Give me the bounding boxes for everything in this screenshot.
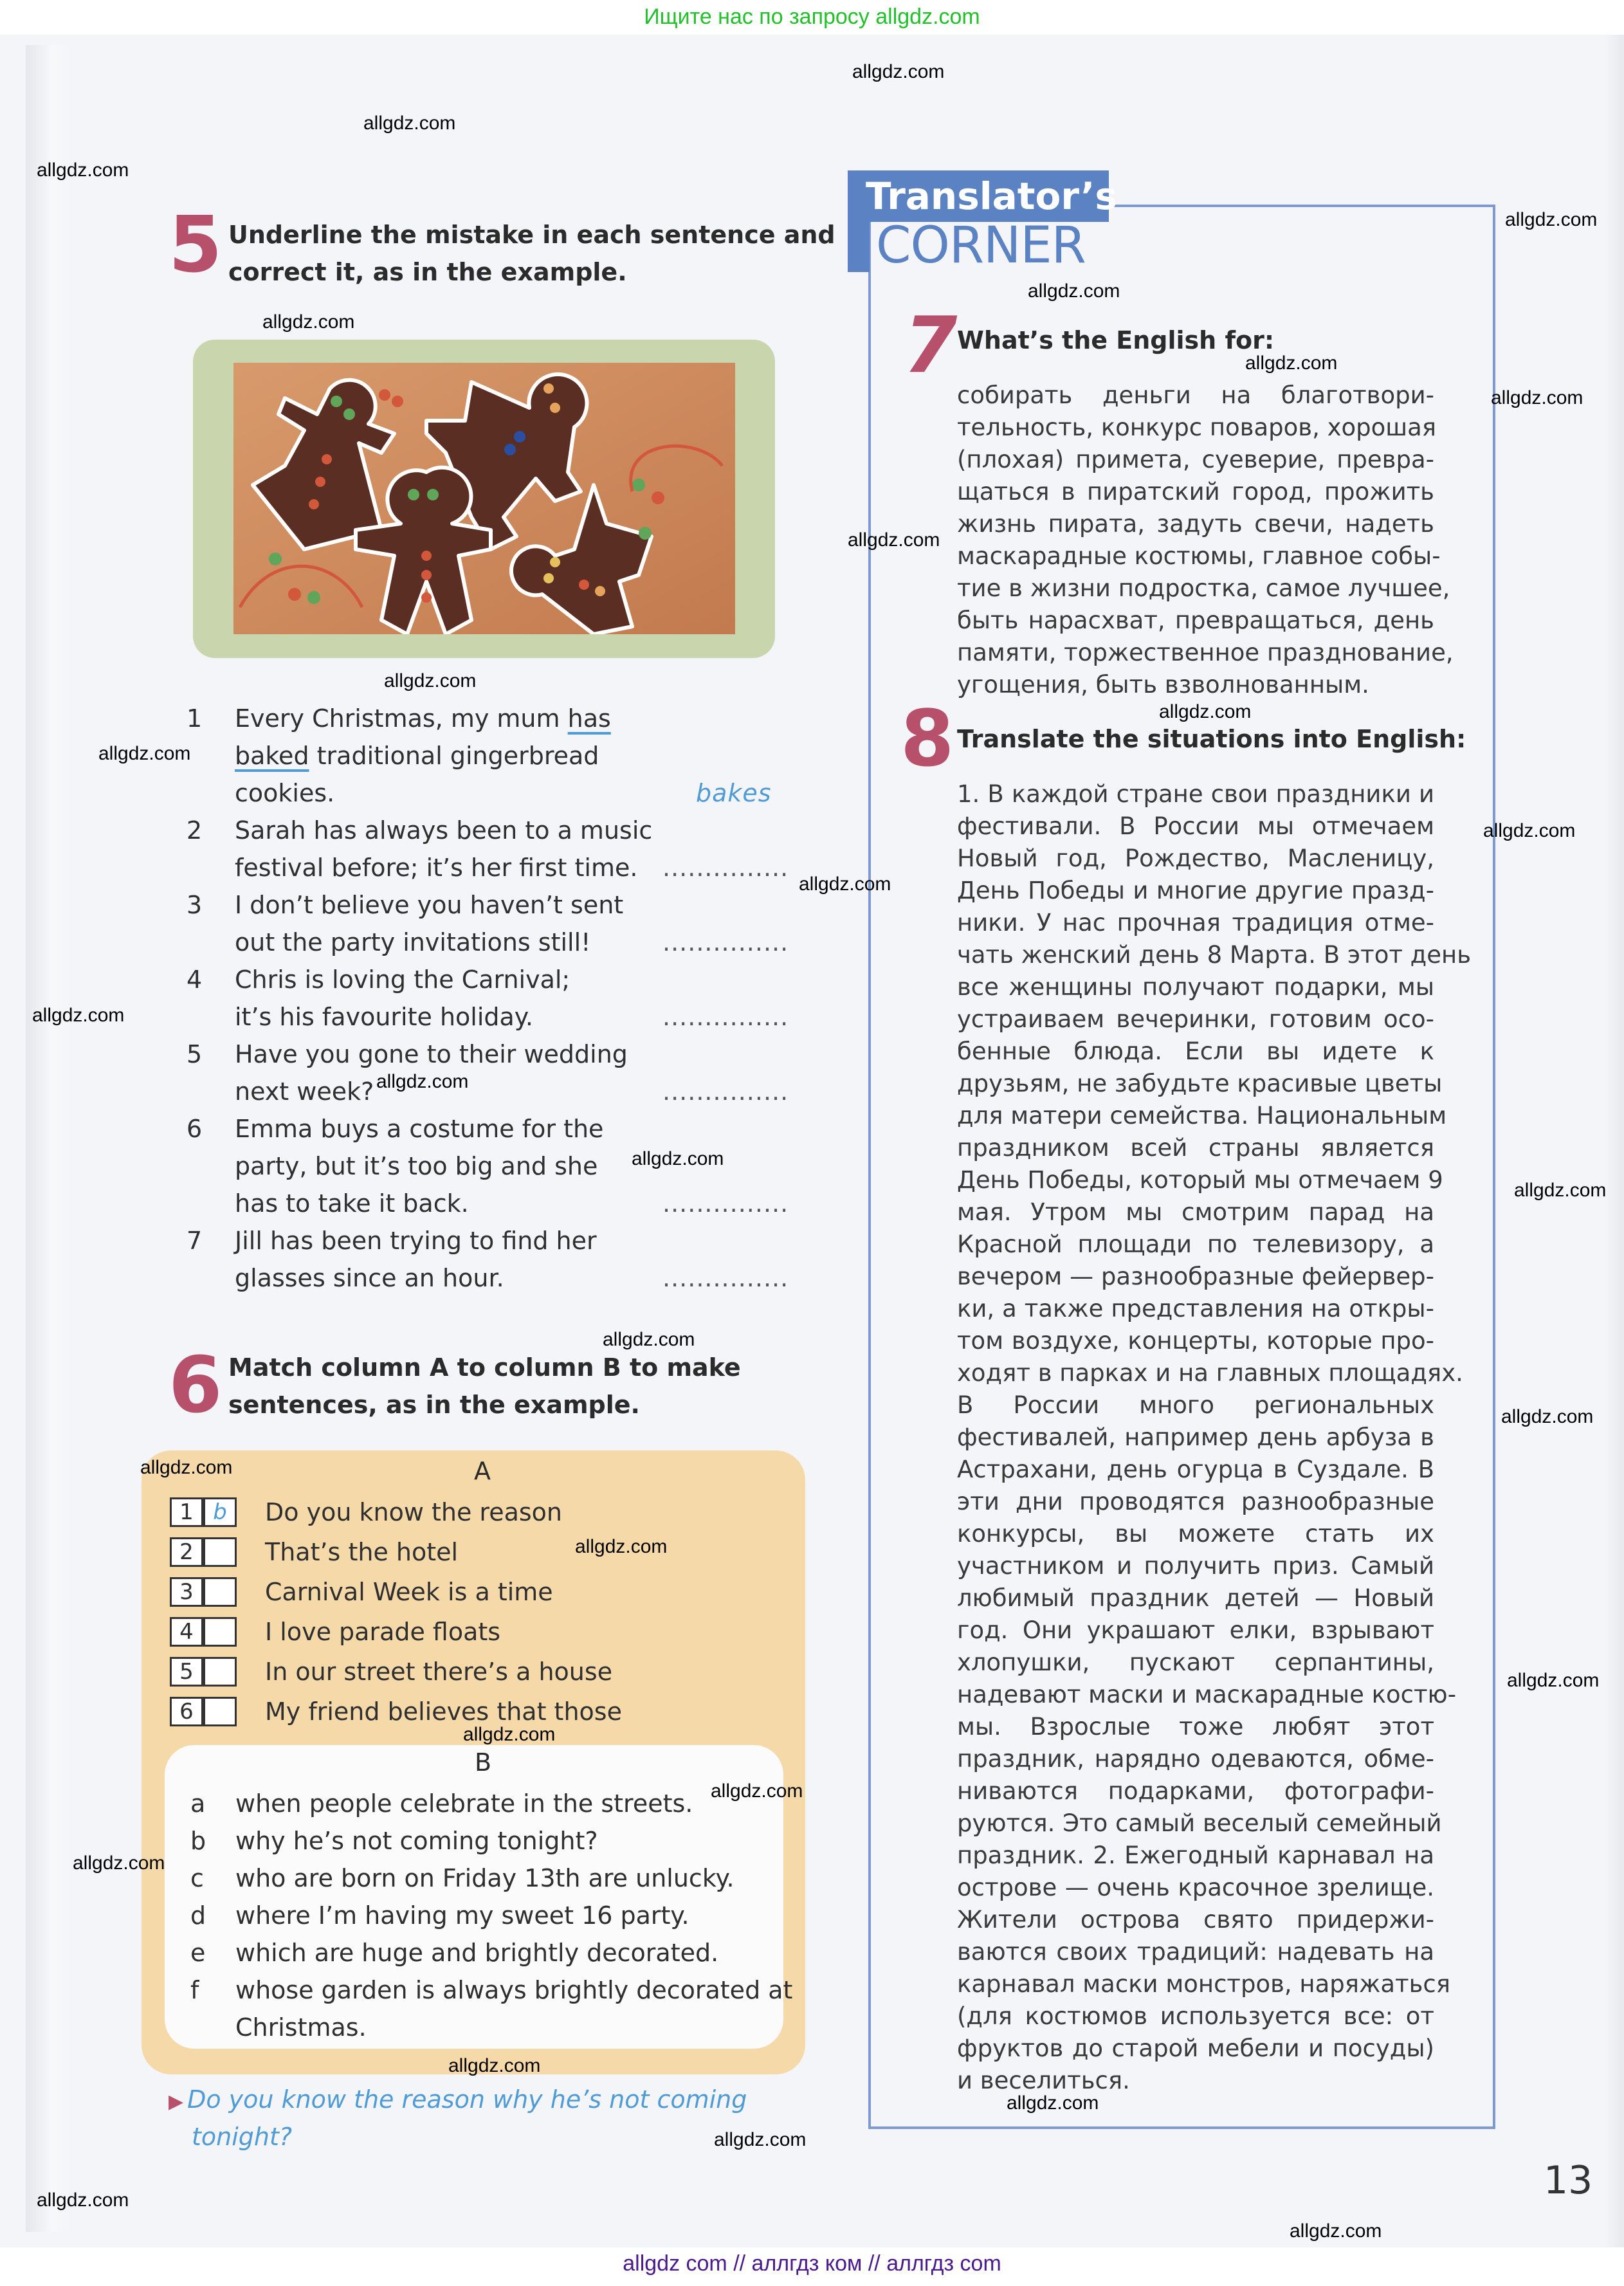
watermark[interactable]: allgdz.com xyxy=(799,873,891,895)
watermark[interactable]: allgdz.com xyxy=(603,1329,695,1350)
text-line: мы. Взрослые тоже любят этот xyxy=(957,1713,1434,1741)
item-number: 1 xyxy=(187,704,203,733)
item-text: Every Christmas, my mum has xyxy=(235,704,611,733)
answer-example: bakes xyxy=(696,779,772,807)
column-b-heading: B xyxy=(475,1748,492,1777)
corner-subtitle: CORNER xyxy=(876,217,1086,275)
text-line: руются. Это самый веселый семейный xyxy=(957,1809,1442,1837)
text-line: острове — очень красочное зрелище. xyxy=(957,1874,1434,1901)
watermark[interactable]: allgdz.com xyxy=(632,1148,724,1169)
watermark[interactable]: allgdz.com xyxy=(376,1071,469,1092)
translators-corner-title: Translator’s xyxy=(848,170,1109,222)
instruction-line: correct it, as in the example. xyxy=(228,258,627,286)
watermark[interactable]: allgdz.com xyxy=(848,529,940,551)
text-line: ниваются подарками, фотографи- xyxy=(957,1777,1434,1805)
exercise-5-number: 5 xyxy=(169,201,223,290)
row-letter: b xyxy=(190,1827,206,1855)
match-answer-box[interactable] xyxy=(203,1657,237,1687)
corner-title-bar xyxy=(848,222,870,272)
text-line: тельность, конкурс поваров, хорошая xyxy=(957,414,1437,441)
row-letter: d xyxy=(190,1901,206,1930)
column-a-heading: A xyxy=(474,1457,491,1485)
text-line: фруктов до старой мебели и посуды) xyxy=(957,2035,1434,2062)
item-text: cookies. xyxy=(235,779,335,807)
text-line: эти дни проводятся разнообразные xyxy=(957,1488,1434,1515)
column-a-text: Do you know the reason xyxy=(265,1498,563,1526)
row-number: 4 xyxy=(170,1617,203,1647)
watermark[interactable]: allgdz.com xyxy=(463,1724,556,1745)
column-a-text: I love parade floats xyxy=(265,1618,501,1646)
text-line: (плохая) примета, суеверие, превра- xyxy=(957,446,1434,473)
text-line: ходят в парках и на главных площадях. xyxy=(957,1359,1463,1387)
answer-blank[interactable]: ............... xyxy=(662,1077,789,1106)
watermark[interactable]: allgdz.com xyxy=(1514,1180,1607,1201)
text-line: для матери семейства. Национальным xyxy=(957,1102,1447,1129)
item-text: has to take it back. xyxy=(235,1189,469,1218)
watermark[interactable]: allgdz.com xyxy=(384,670,477,691)
page-edge-shadow xyxy=(1605,35,1624,2247)
text-line: День Победы, который мы отмечаем 9 xyxy=(957,1166,1443,1194)
item-number: 5 xyxy=(187,1040,203,1068)
text-line: любимый праздник детей — Новый xyxy=(957,1584,1434,1612)
exercise-8-number: 8 xyxy=(900,695,954,784)
text-line: чать женский день 8 Марта. В этот день xyxy=(957,941,1472,969)
item-text: baked traditional gingerbread xyxy=(235,742,599,770)
text-line: День Победы и многие другие празд- xyxy=(957,877,1434,904)
item-text: glasses since an hour. xyxy=(235,1264,504,1292)
page-spine-shadow xyxy=(26,45,71,2232)
row-number: 6 xyxy=(170,1697,203,1726)
answer-blank[interactable]: ............... xyxy=(662,928,789,956)
column-b-text: where I’m having my sweet 16 party. xyxy=(235,1901,689,1930)
text-line: ки, а также представления на откры- xyxy=(957,1295,1434,1322)
watermark[interactable]: allgdz.com xyxy=(140,1457,233,1478)
text-line: друзьям, не забудьте красивые цветы xyxy=(957,1070,1443,1097)
watermark[interactable]: allgdz.com xyxy=(852,61,945,82)
text-line: праздником всей страны является xyxy=(957,1134,1434,1162)
text-line: памяти, торжественное празднование, xyxy=(957,639,1454,666)
watermark[interactable]: allgdz.com xyxy=(98,743,191,764)
column-a-text: My friend believes that those xyxy=(265,1697,622,1726)
item-text: I don’t believe you haven’t sent xyxy=(235,891,624,919)
text-line: устраиваем вечеринки, готовим осо- xyxy=(957,1005,1434,1033)
column-a-text: That’s the hotel xyxy=(265,1538,459,1566)
text-line: ваются своих традиций: надевать на xyxy=(957,1938,1434,1966)
row-letter: a xyxy=(190,1789,206,1818)
row-number: 5 xyxy=(170,1657,203,1687)
bottom-footer-links[interactable]: allgdz com // аллгдз ком // аллгдз com xyxy=(623,2251,1001,2276)
item-number: 7 xyxy=(187,1227,203,1255)
match-answer-box[interactable]: b xyxy=(203,1497,237,1527)
watermark[interactable]: allgdz.com xyxy=(1245,352,1338,374)
watermark[interactable]: allgdz.com xyxy=(37,160,129,181)
watermark[interactable]: allgdz.com xyxy=(1491,387,1583,408)
watermark[interactable]: allgdz.com xyxy=(1290,2220,1382,2242)
text-line: 1. В каждой стране свои праздники и xyxy=(957,780,1434,808)
watermark[interactable]: allgdz.com xyxy=(1007,2092,1099,2114)
text-line: и веселиться. xyxy=(957,2067,1130,2094)
exercise-8-text xyxy=(957,778,1472,2097)
row-letter: c xyxy=(190,1864,204,1892)
item-text: Sarah has always been to a music xyxy=(235,816,653,845)
column-a-text: In our street there’s a house xyxy=(265,1658,613,1686)
column-b-text: which are huge and brightly decorated. xyxy=(235,1939,719,1967)
match-answer-box[interactable] xyxy=(203,1617,237,1647)
exercise-5-instruction xyxy=(228,216,835,291)
row-number: 1 xyxy=(170,1497,203,1527)
exercise-7-title: What’s the English for: xyxy=(957,326,1275,354)
text-line: Красной площади по телевизору, а xyxy=(957,1230,1434,1258)
text-line: праздник. 2. Ежегодный карнавал на xyxy=(957,1842,1434,1869)
match-answer-box[interactable] xyxy=(203,1697,237,1726)
watermark[interactable]: allgdz.com xyxy=(363,113,456,134)
example-answer-line: Do you know the reason why he’s not coming xyxy=(187,2085,747,2114)
text-line: надевают маски и маскарадные костю- xyxy=(957,1681,1457,1708)
item-number: 3 xyxy=(187,891,203,919)
triangle-arrow-icon: ▶ xyxy=(169,2090,184,2113)
text-line: тие в жизни подростка, самое лучшее, xyxy=(957,574,1450,602)
watermark[interactable]: allgdz.com xyxy=(37,2190,129,2211)
answer-blank[interactable]: ............... xyxy=(662,854,789,882)
row-letter: f xyxy=(190,1976,199,2004)
watermark[interactable]: allgdz.com xyxy=(1505,209,1598,230)
instruction-line: sentences, as in the example. xyxy=(228,1391,640,1419)
text-line: Новый год, Рождество, Масленицу, xyxy=(957,845,1434,872)
match-answer-box[interactable] xyxy=(203,1577,237,1607)
text-line: фестивалей, например день арбуза в xyxy=(957,1423,1434,1451)
item-number: 2 xyxy=(187,816,203,845)
text-line: угощения, быть взволнованным. xyxy=(957,671,1369,699)
text-line: конкурсы, вы можете стать их xyxy=(957,1520,1434,1548)
column-b-text: whose garden is always brightly decorated at xyxy=(235,1976,793,2004)
watermark[interactable]: allgdz.com xyxy=(1501,1406,1594,1427)
underlined-mistake: has xyxy=(567,704,611,733)
text-line: бенные блюда. Если вы идете к xyxy=(957,1038,1434,1065)
text-line: вечером — разнообразные фейервер- xyxy=(957,1263,1434,1290)
answer-blank[interactable]: ............... xyxy=(662,1264,789,1292)
text-line: фестивали. В России мы отмечаем xyxy=(957,812,1434,840)
instruction-line: Match column A to column B to make xyxy=(228,1353,741,1382)
text-line: карнавал маски монстров, наряжаться xyxy=(957,1970,1451,1998)
text-line: быть нарасхват, превращаться, день xyxy=(957,607,1434,634)
exercise-6-instruction xyxy=(228,1349,741,1423)
text-line: все женщины получают подарки, мы xyxy=(957,973,1434,1001)
text-line: ники. У нас прочная традиция отме- xyxy=(957,909,1434,937)
watermark[interactable]: allgdz.com xyxy=(711,1780,803,1802)
gingerbread-photo xyxy=(233,363,735,634)
watermark[interactable]: allgdz.com xyxy=(32,1005,125,1026)
text-line: мая. Утром мы смотрим парад на xyxy=(957,1198,1434,1226)
text-line: собирать деньги на благотвори- xyxy=(957,381,1434,409)
column-a-text: Carnival Week is a time xyxy=(265,1578,553,1606)
text-line: хлопушки, пускают серпантины, xyxy=(957,1649,1434,1676)
gingerbread-cookies-illustration xyxy=(233,363,735,634)
text-line: Жители острова свято придержи- xyxy=(957,1906,1434,1934)
text-line: В России много региональных xyxy=(957,1391,1434,1419)
exercise-8-title: Translate the situations into English: xyxy=(957,725,1466,753)
watermark[interactable]: allgdz.com xyxy=(575,1536,668,1557)
watermark[interactable]: allgdz.com xyxy=(448,2055,541,2076)
watermark[interactable]: allgdz.com xyxy=(73,1852,165,1874)
item-text: festival before; it’s her first time. xyxy=(235,854,638,882)
watermark[interactable]: allgdz.com xyxy=(1028,280,1120,302)
instruction-line: Underline the mistake in each sentence and xyxy=(228,221,835,249)
watermark[interactable]: allgdz.com xyxy=(1507,1670,1600,1691)
watermark[interactable]: allgdz.com xyxy=(1159,701,1252,722)
match-answer-box[interactable] xyxy=(203,1537,237,1567)
text-line: праздник, нарядно одеваются, обме- xyxy=(957,1745,1434,1773)
item-number: 6 xyxy=(187,1115,203,1143)
underlined-mistake: baked xyxy=(235,742,309,770)
answer-blank[interactable]: ............... xyxy=(662,1189,789,1218)
text-line: Астрахани, день огурца в Суздале. В xyxy=(957,1456,1434,1483)
exercise-7-text xyxy=(957,379,1454,701)
text-line: год. Они украшают елки, взрывают xyxy=(957,1616,1434,1644)
text-line: щаться в пиратский город, прожить xyxy=(957,478,1434,506)
item-text: Jill has been trying to find her xyxy=(235,1227,597,1255)
item-text: it’s his favourite holiday. xyxy=(235,1003,533,1031)
watermark[interactable]: allgdz.com xyxy=(262,311,355,333)
row-letter: e xyxy=(190,1939,206,1967)
item-text: Chris is loving the Carnival; xyxy=(235,965,570,994)
answer-blank[interactable]: ............... xyxy=(662,1003,789,1031)
column-b-text: Christmas. xyxy=(235,2013,367,2042)
item-number: 4 xyxy=(187,965,203,994)
top-banner: Ищите нас по запросу allgdz.com xyxy=(0,0,1624,33)
column-b-text: who are born on Friday 13th are unlucky. xyxy=(235,1864,734,1892)
text-line: жизнь пирата, задуть свечи, надеть xyxy=(957,510,1434,538)
text-line: участником и получить приз. Самый xyxy=(957,1552,1434,1580)
exercise-7-number: 7 xyxy=(904,301,958,390)
row-number: 3 xyxy=(170,1577,203,1607)
column-b-text: why he’s not coming tonight? xyxy=(235,1827,598,1855)
item-text: party, but it’s too big and she xyxy=(235,1152,598,1180)
row-number: 2 xyxy=(170,1537,203,1567)
gingerbread-photo-frame xyxy=(193,340,775,658)
text-line: том воздухе, концерты, которые про- xyxy=(957,1327,1434,1355)
exercise-6-number: 6 xyxy=(169,1341,223,1431)
text-line: маскарадные костюмы, главное собы- xyxy=(957,542,1441,570)
item-text: Emma buys a costume for the xyxy=(235,1115,604,1143)
item-text: Have you gone to their wedding xyxy=(235,1040,628,1068)
text-line: (для костюмов используется все: от xyxy=(957,2002,1434,2030)
item-text: next week? xyxy=(235,1077,374,1106)
item-text: out the party invitations still! xyxy=(235,928,591,956)
watermark[interactable]: allgdz.com xyxy=(714,2129,807,2150)
column-b-text: when people celebrate in the streets. xyxy=(235,1789,693,1818)
page-number: 13 xyxy=(1544,2158,1593,2203)
watermark[interactable]: allgdz.com xyxy=(1483,820,1576,841)
example-answer-line: tonight? xyxy=(192,2123,293,2151)
